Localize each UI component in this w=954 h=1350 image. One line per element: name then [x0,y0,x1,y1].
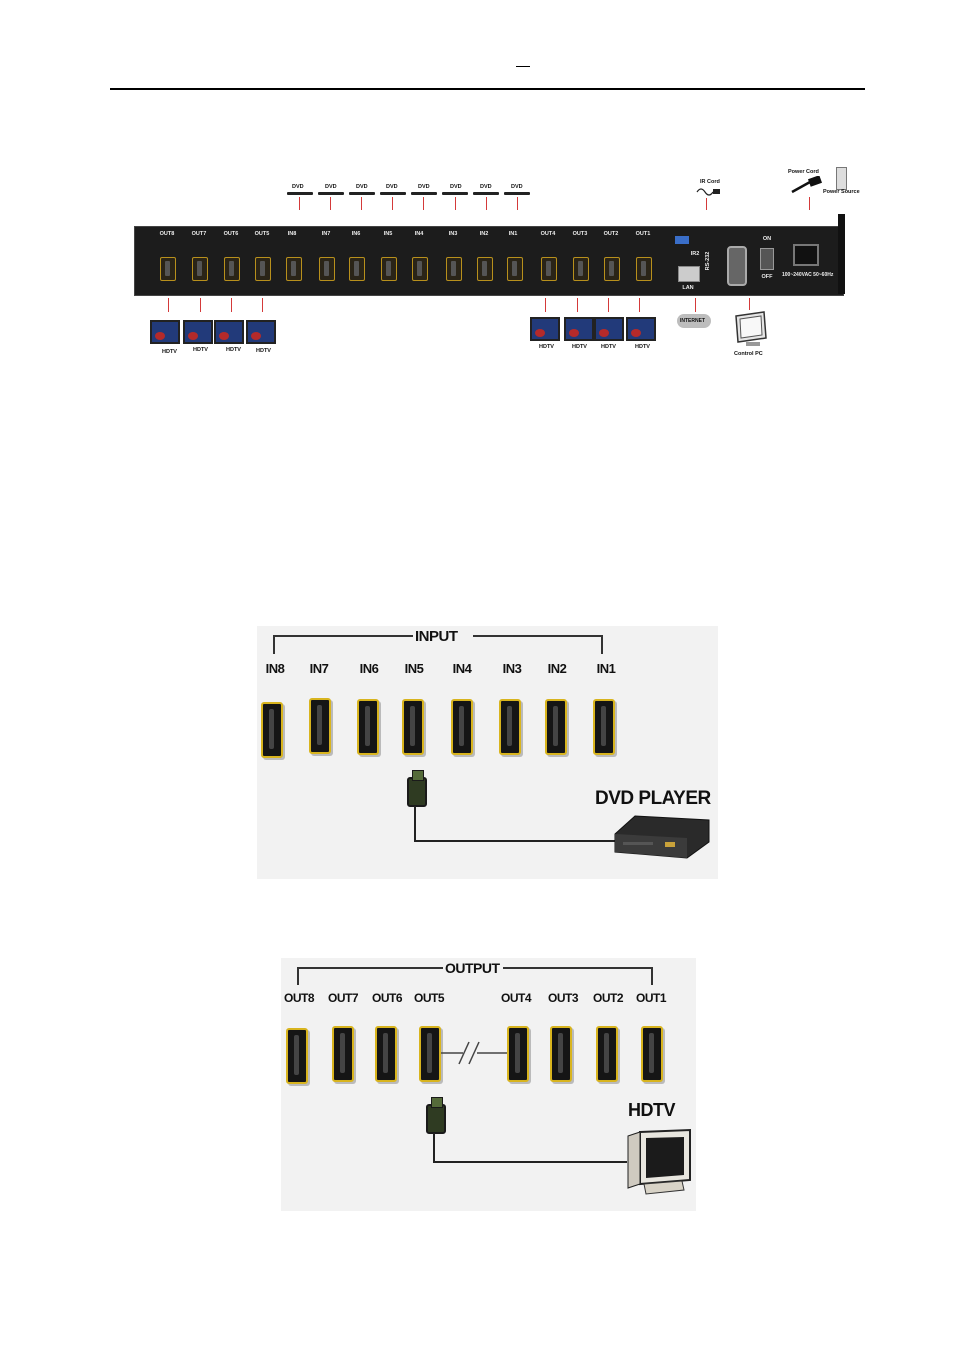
break-symbol-icon [441,1038,507,1068]
dip-switch-icon [675,236,689,244]
hdmi-port [641,1026,663,1082]
dvd-label: DVD [511,184,523,190]
input-title: INPUT [415,628,458,645]
hdmi-port [286,1028,308,1084]
hdmi-port [477,257,493,281]
hdtv-label: HDTV [539,344,554,350]
power-cord-icon [790,176,826,194]
monitor-icon [730,310,770,348]
output-port-label: OUT2 [592,991,623,1005]
leader-line [330,197,331,210]
header-mark [516,66,530,67]
dvd-player-icon [442,192,468,195]
hdmi-port [593,699,615,755]
hdmi-port [573,257,589,281]
leader-line [577,298,578,312]
switch-on-label: ON [762,236,772,242]
panel-side [838,214,845,294]
hdtv-label: HDTV [256,348,271,354]
switch-off-label: OFF [761,274,773,280]
hdtv-icon [183,320,213,344]
hdtv-label: HDTV [635,344,650,350]
hdmi-port [446,257,462,281]
hdmi-port [451,699,473,755]
input-port-label: IN4 [452,661,472,676]
bracket-line [273,635,413,637]
port-label: IN5 [383,231,393,237]
dvd-player-icon [613,812,713,860]
leader-line [809,197,810,210]
dvd-label: DVD [356,184,368,190]
dvd-player-icon [287,192,313,195]
hdmi-port [224,257,240,281]
leader-line [231,298,232,312]
power-rating-label: 100~240VAC 50~60Hz [782,272,834,278]
bracket-end [651,967,653,985]
hdtv-icon [626,317,656,341]
leader-line [455,197,456,210]
hdmi-port [545,699,567,755]
leader-line [168,298,169,312]
port-label: OUT2 [603,231,619,237]
ir-cord-label: IR Cord [700,179,720,185]
hdmi-port [604,257,620,281]
bracket-line [503,967,653,969]
output-port-label: OUT1 [635,991,666,1005]
hdmi-port [550,1026,572,1082]
control-pc-label: Control PC [734,351,763,357]
leader-line [299,197,300,210]
hdtv-label: HDTV [601,344,616,350]
hdtv-icon [214,320,244,344]
leader-line [545,298,546,312]
input-port-label: IN8 [265,661,285,676]
output-connection-diagram [281,958,696,1211]
hdmi-port [286,257,302,281]
input-connection-diagram [257,626,718,879]
hdmi-port [412,257,428,281]
leader-line [392,197,393,210]
port-label: OUT4 [540,231,556,237]
hdmi-port [255,257,271,281]
hdmi-port [357,699,379,755]
hdtv-label: HDTV [193,347,208,353]
dvd-player-icon [380,192,406,195]
bracket-end [601,635,603,654]
port-label: IN6 [351,231,361,237]
leader-line [517,197,518,210]
dvd-player-icon [349,192,375,195]
hdmi-port [541,257,557,281]
output-port-label: OUT8 [283,991,314,1005]
hdtv-icon [564,317,594,341]
bracket-end [297,967,299,985]
output-port-label: OUT7 [327,991,358,1005]
lan-port-label: LAN [682,285,694,291]
port-label: OUT6 [223,231,239,237]
ir-port-label: IR2 [690,251,700,257]
dvd-label: DVD [386,184,398,190]
lan-port-icon [678,266,700,282]
dvd-label: DVD [450,184,462,190]
hdmi-port [261,702,283,758]
hdmi-port [309,698,331,754]
hdmi-port [332,1026,354,1082]
hdmi-plug-icon [407,777,427,807]
power-inlet-icon [793,244,819,266]
bracket-line [297,967,443,969]
hdtv-label: HDTV [572,344,587,350]
hdtv-monitor-icon [624,1126,694,1198]
port-label: IN1 [508,231,518,237]
port-label: OUT1 [635,231,651,237]
hdmi-port [319,257,335,281]
dvd-label: DVD [325,184,337,190]
hdtv-label: HDTV [226,347,241,353]
leader-line [262,298,263,312]
hdmi-port [507,1026,529,1082]
bracket-line [473,635,603,637]
input-port-label: IN7 [309,661,329,676]
port-label: IN8 [287,231,297,237]
hdmi-port [507,257,523,281]
hdmi-cable [433,1133,627,1163]
leader-line [706,198,707,210]
input-port-label: IN1 [596,661,616,676]
leader-line [695,298,696,312]
internet-label: INTERNET [680,318,705,324]
dvd-player-label: DVD PLAYER [595,788,711,809]
port-label: IN2 [479,231,489,237]
port-label: OUT3 [572,231,588,237]
hdmi-cable [414,806,616,842]
power-outlet-icon [836,167,847,190]
output-port-label: OUT4 [500,991,531,1005]
dvd-label: DVD [292,184,304,190]
dvd-label: DVD [480,184,492,190]
hdtv-label: HDTV [628,1100,675,1120]
hdmi-port [636,257,652,281]
hdmi-port [349,257,365,281]
hdmi-port [192,257,208,281]
dvd-player-icon [473,192,499,195]
input-port-label: IN3 [502,661,522,676]
dvd-player-icon [318,192,344,195]
dvd-player-icon [504,192,530,195]
output-port-label: OUT5 [413,991,444,1005]
leader-line [200,298,201,312]
port-label: OUT8 [159,231,175,237]
port-label: IN4 [414,231,424,237]
power-cord-label: Power Cord [788,169,819,175]
hdmi-port [596,1026,618,1082]
ir-cord-icon [696,186,722,196]
hdmi-port [381,257,397,281]
output-port-label: OUT3 [547,991,578,1005]
hdmi-port [402,699,424,755]
port-label: IN3 [448,231,458,237]
dvd-player-icon [411,192,437,195]
power-source-label: Power Source [823,189,860,195]
port-label: OUT7 [191,231,207,237]
output-title: OUTPUT [445,960,500,976]
port-label: IN7 [321,231,331,237]
hdmi-port [375,1026,397,1082]
rs232-port-icon [727,246,747,286]
hdtv-label: HDTV [162,349,177,355]
rs232-label: RS-232 [705,251,711,271]
hdmi-plug-icon [426,1104,446,1134]
leader-line [749,298,750,310]
input-port-label: IN2 [547,661,567,676]
power-switch-icon [760,248,774,270]
hdmi-port [160,257,176,281]
hdtv-icon [246,320,276,344]
dvd-label: DVD [418,184,430,190]
input-port-label: IN6 [359,661,379,676]
leader-line [608,298,609,312]
header-rule [110,88,865,90]
hdmi-port [419,1026,441,1082]
leader-line [639,298,640,312]
hdmi-port [499,699,521,755]
leader-line [486,197,487,210]
hdtv-icon [594,317,624,341]
hdtv-icon [150,320,180,344]
bracket-end [273,635,275,654]
port-label: OUT5 [254,231,270,237]
output-port-label: OUT6 [371,991,402,1005]
input-port-label: IN5 [404,661,424,676]
hdtv-icon [530,317,560,341]
leader-line [361,197,362,210]
leader-line [423,197,424,210]
